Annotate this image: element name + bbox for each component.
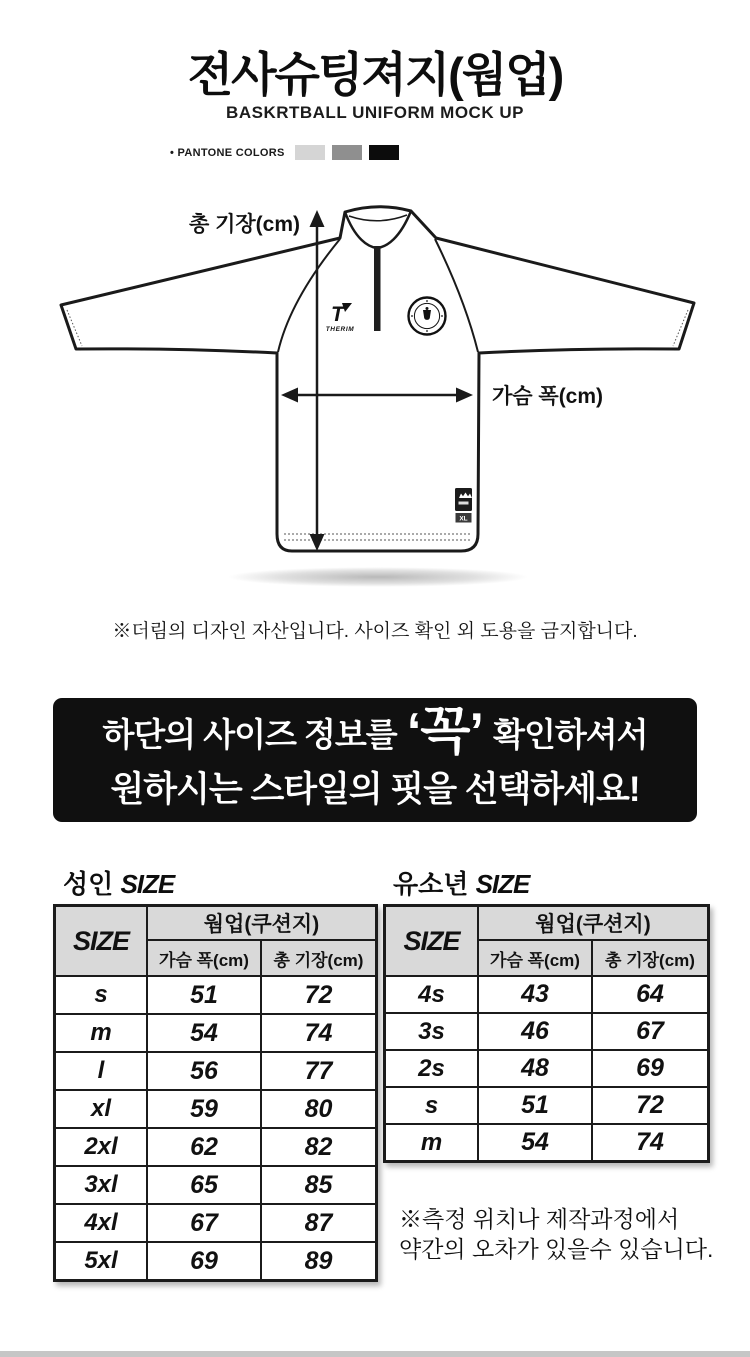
length-cell: 72 <box>261 976 377 1014</box>
size-cell: 2xl <box>55 1128 148 1166</box>
table-row <box>55 976 377 1014</box>
banner-line1 <box>102 702 648 761</box>
size-cell: xl <box>55 1090 148 1128</box>
chest-cell: 67 <box>147 1204 261 1242</box>
table-row <box>55 1166 377 1204</box>
chest-cell: 59 <box>147 1090 261 1128</box>
tolerance-note-line2: 약간의 오차가 있을수 있습니다. <box>399 1236 714 1262</box>
adult-size-section <box>53 864 378 1282</box>
column-header-chest: 가슴 폭(cm) <box>478 940 592 976</box>
table-row <box>55 1204 377 1242</box>
table-row <box>55 1014 377 1052</box>
size-cell: 4s <box>385 976 479 1013</box>
tolerance-note <box>399 1204 713 1264</box>
chest-cell: 54 <box>478 1124 592 1162</box>
size-cell: m <box>385 1124 479 1162</box>
tag-size-label: XL <box>459 515 468 523</box>
jersey-illustration <box>0 190 750 600</box>
chest-cell: 69 <box>147 1242 261 1281</box>
banner-emphasis: ‘꼭’ <box>406 702 483 761</box>
bottom-divider <box>0 1351 750 1357</box>
adult-size-table <box>53 904 378 1282</box>
size-cell: l <box>55 1052 148 1090</box>
length-cell: 69 <box>592 1050 709 1087</box>
length-cell: 64 <box>592 976 709 1013</box>
length-cell: 87 <box>261 1204 377 1242</box>
chest-cell: 48 <box>478 1050 592 1087</box>
jersey-shadow <box>228 567 528 587</box>
length-cell: 85 <box>261 1166 377 1204</box>
team-emblem-icon <box>409 298 446 335</box>
youth-title-size-word: SIZE <box>475 869 530 899</box>
color-swatch-black <box>369 145 399 160</box>
youth-size-section <box>383 864 710 1163</box>
length-cell: 72 <box>592 1087 709 1124</box>
length-cell: 82 <box>261 1128 377 1166</box>
pantone-colors-row <box>170 145 399 160</box>
table-row <box>55 1090 377 1128</box>
table-row <box>385 1013 709 1050</box>
adult-title-ko: 성인 <box>63 869 114 899</box>
column-header-length: 총 기장(cm) <box>592 940 709 976</box>
table-row <box>55 1128 377 1166</box>
size-cell: s <box>385 1087 479 1124</box>
page-title: 전사슈팅져지(웜업) <box>187 48 563 101</box>
length-cell: 89 <box>261 1242 377 1281</box>
brand-mark: T <box>331 303 344 326</box>
column-header-group: 웜업(쿠션지) <box>478 906 709 941</box>
column-header-group: 웜업(쿠션지) <box>147 906 377 941</box>
column-header-length: 총 기장(cm) <box>261 940 377 976</box>
youth-size-title <box>393 864 710 899</box>
banner-line2: 원하시는 스타일의 핏을 선택하세요! <box>110 769 640 809</box>
pantone-label: • PANTONE COLORS <box>170 146 285 159</box>
table-row <box>385 1124 709 1162</box>
chest-cell: 51 <box>478 1087 592 1124</box>
youth-size-table <box>383 904 710 1163</box>
length-cell: 67 <box>592 1013 709 1050</box>
size-cell: s <box>55 976 148 1014</box>
chest-cell: 51 <box>147 976 261 1014</box>
column-header-size: SIZE <box>385 906 479 977</box>
chest-label: 가슴 폭(cm) <box>492 385 604 408</box>
chest-cell: 62 <box>147 1128 261 1166</box>
size-cell: m <box>55 1014 148 1052</box>
column-header-size: SIZE <box>55 906 148 977</box>
chest-cell: 54 <box>147 1014 261 1052</box>
size-cell: 2s <box>385 1050 479 1087</box>
page-subtitle: BASKRTBALL UNIFORM MOCK UP <box>226 103 524 122</box>
size-cell: 4xl <box>55 1204 148 1242</box>
zipper <box>374 246 381 331</box>
adult-title-size-word: SIZE <box>120 869 175 899</box>
chest-cell: 46 <box>478 1013 592 1050</box>
adult-size-title <box>63 864 378 899</box>
size-cell: 3s <box>385 1013 479 1050</box>
pantone-swatches <box>295 145 399 160</box>
size-tag <box>455 488 472 523</box>
length-label: 총 기장(cm) <box>188 213 300 236</box>
length-cell: 74 <box>261 1014 377 1052</box>
notice-banner <box>53 698 697 822</box>
table-row <box>55 1242 377 1281</box>
color-swatch-gray <box>332 145 362 160</box>
table-row <box>385 976 709 1013</box>
table-row <box>385 1050 709 1087</box>
tolerance-note-line1: ※측정 위치나 제작과정에서 <box>399 1206 680 1232</box>
chest-cell: 43 <box>478 976 592 1013</box>
size-cell: 3xl <box>55 1166 148 1204</box>
chest-cell: 65 <box>147 1166 261 1204</box>
youth-title-ko: 유소년 <box>393 869 469 899</box>
size-cell: 5xl <box>55 1242 148 1281</box>
brand-name: THERIM <box>325 326 355 333</box>
banner-line1-suffix: 확인하셔서 <box>485 715 648 753</box>
table-row <box>385 1087 709 1124</box>
color-swatch-light-gray <box>295 145 325 160</box>
table-row <box>55 1052 377 1090</box>
design-copyright-note: ※더림의 디자인 자산입니다. 사이즈 확인 외 도용을 금지합니다. <box>112 621 638 642</box>
length-cell: 74 <box>592 1124 709 1162</box>
column-header-chest: 가슴 폭(cm) <box>147 940 261 976</box>
length-cell: 77 <box>261 1052 377 1090</box>
chest-cell: 56 <box>147 1052 261 1090</box>
banner-line1-prefix: 하단의 사이즈 정보를 <box>102 715 405 753</box>
length-cell: 80 <box>261 1090 377 1128</box>
